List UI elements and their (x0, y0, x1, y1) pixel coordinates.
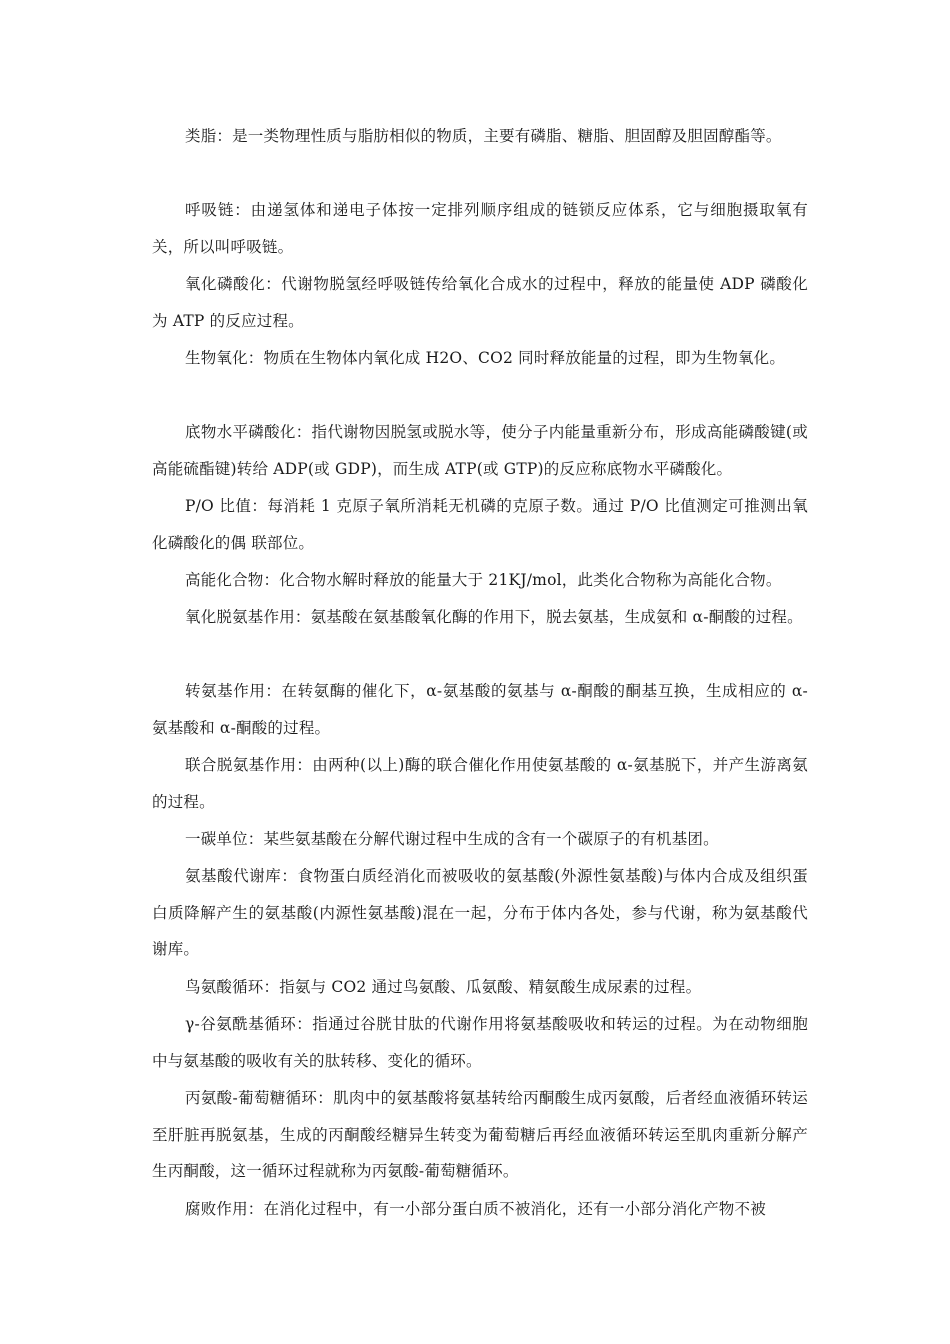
paragraph-biological-oxidation: 生物氧化：物质在生物体内氧化成 H2O、CO2 同时释放能量的过程，即为生物氧化。 (185, 349, 786, 367)
paragraph-substrate-phosphorylation: 底物水平磷酸化：指代谢物因脱氢或脱水等，使分子内能量重新分布，形成高能磷酸键(或高能硫酯键)转给 ADP(或 GDP)，而生成 ATP(或 GTP)的反应称底物水平磷酸化。 (152, 423, 808, 478)
paragraph-combined-deamination: 联合脱氨基作用：由两种(以上)酶的联合催化作用使氨基酸的 α-氨基脱下，并产生游离氨的过程。 (152, 756, 808, 811)
paragraph-high-energy-compound: 高能化合物：化合物水解时释放的能量大于 21KJ/mol，此类化合物称为高能化合物。 (185, 571, 782, 589)
paragraph-transamination: 转氨基作用：在转氨酶的催化下，α-氨基酸的氨基与 α-酮酸的酮基互换，生成相应的 α-氨基酸和 α-酮酸的过程。 (152, 682, 808, 737)
paragraph-alanine-glucose-cycle: 丙氨酸-葡萄糖循环：肌肉中的氨基酸将氨基转给丙酮酸生成丙氨酸，后者经血液循环转运至肝脏再脱氨基，生成的丙酮酸经糖异生转变为葡萄糖后再经血液循环转运至肌肉重新分解产生丙酮酸，这一循环过程就称为丙氨酸-葡萄糖循环。 (152, 1089, 808, 1180)
paragraph-amino-acid-pool: 氨基酸代谢库：食物蛋白质经消化而被吸收的氨基酸(外源性氨基酸)与体内合成及组织蛋白质降解产生的氨基酸(内源性氨基酸)混在一起，分布于体内各处，参与代谢，称为氨基酸代谢库。 (152, 867, 808, 958)
paragraph-gamma-glutamyl-cycle: γ-谷氨酰基循环：指通过谷胱甘肽的代谢作用将氨基酸吸收和转运的过程。为在动物细胞中与氨基酸的吸收有关的肽转移、变化的循环。 (152, 1015, 808, 1070)
paragraph-respiratory-chain: 呼吸链：由递氢体和递电子体按一定排列顺序组成的链锁反应体系，它与细胞摄取氧有关，所以叫呼吸链。 (152, 201, 808, 256)
paragraph-oxidative-phosphorylation: 氧化磷酸化：代谢物脱氢经呼吸链传给氧化合成水的过程中，释放的能量使 ADP 磷酸化为 ATP 的反应过程。 (152, 275, 808, 330)
paragraph-po-ratio: P/O 比值：每消耗 1 克原子氧所消耗无机磷的克原子数。通过 P/O 比值测定可推测出氧化磷酸化的偶 联部位。 (152, 497, 808, 552)
paragraph-putrefaction: 腐败作用：在消化过程中，有一小部分蛋白质不被消化，还有一小部分消化产物不被 (185, 1200, 766, 1218)
paragraph-ornithine-cycle: 鸟氨酸循环：指氨与 CO2 通过鸟氨酸、瓜氨酸、精氨酸生成尿素的过程。 (185, 978, 702, 996)
paragraph-lipoid: 类脂：是一类物理性质与脂肪相似的物质，主要有磷脂、糖脂、胆固醇及胆固醇酯等。 (185, 127, 782, 145)
paragraph-oxidative-deamination: 氧化脱氨基作用：氨基酸在氨基酸氧化酶的作用下，脱去氨基，生成氨和 α-酮酸的过程。 (185, 608, 803, 626)
paragraph-one-carbon-unit: 一碳单位：某些氨基酸在分解代谢过程中生成的含有一个碳原子的有机基团。 (185, 830, 719, 848)
